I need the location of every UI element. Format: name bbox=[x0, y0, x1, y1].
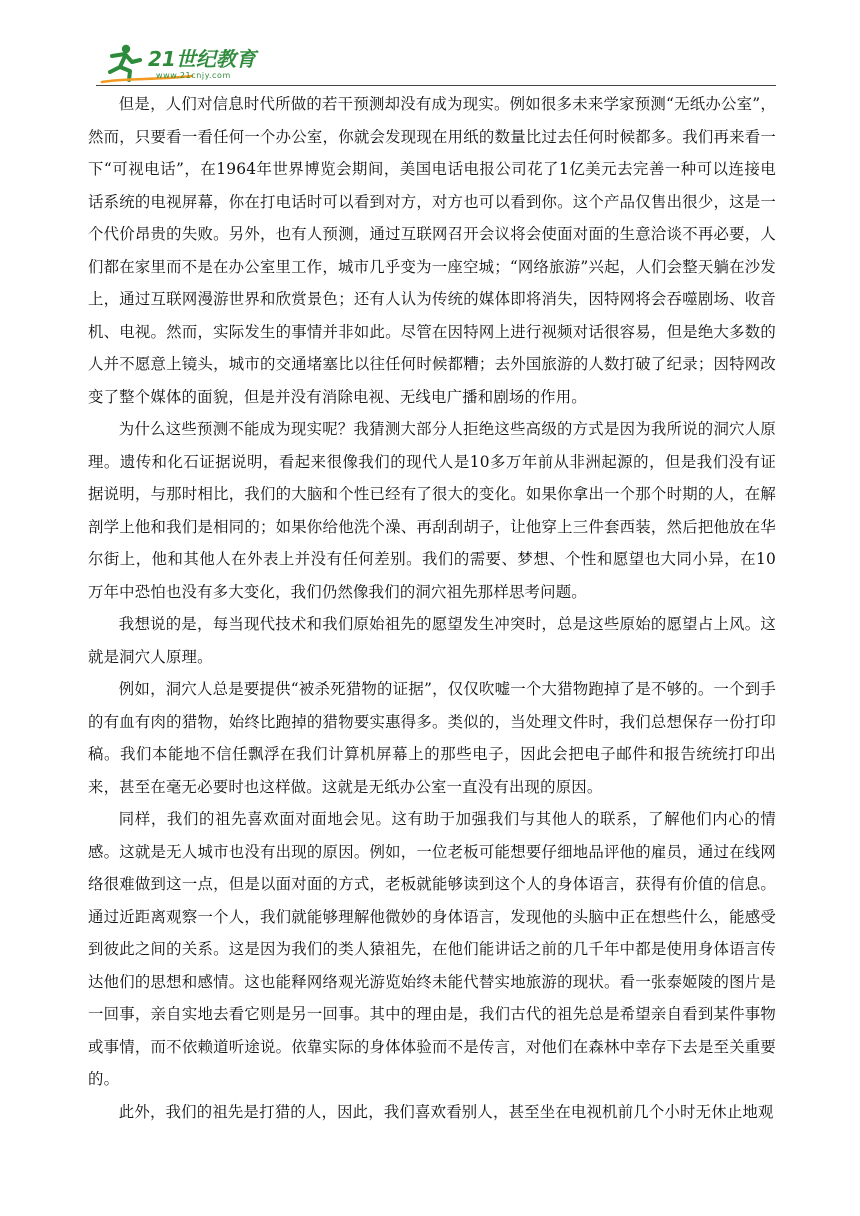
paragraph: 但是，人们对信息时代所做的若干预测却没有成为现实。例如很多未来学家预测“无纸办公室”，然而，只要看一看任何一个办公室，你就会发现现在用纸的数量比过去任何时候都多。我们再来看一下“可视电话”，在1964年世界博览会期间，美国电话电报公司花了1亿美元去完善一种可以连接电话系统的电视屏幕，你在打电话时可以看到对方，对方也可以看到你。这个产品仅售出很少，这是一个代价昂贵的失败。另外，也有人预测，通过互联网召开会议将会使面对面的生意洽谈不再必要，人们都在家里而不是在办公室里工作，城市几乎变为一座空城；“网络旅游”兴起，人们会整天躺在沙发上，通过互联网漫游世界和欣赏景色；还有人认为传统的媒体即将消失，因特网将会吞噬剧场、收音机、电视。然而，实际发生的事情并非如此。尽管在因特网上进行视频对话很容易，但是绝大多数的人并不愿意上镜头，城市的交通堵塞比以往任何时候都糟；去外国旅游的人数打破了纪录；因特网改变了整个媒体的面貌，但是并没有消除电视、无线电广播和剧场的作用。 bbox=[88, 95, 776, 406]
paragraph: 同样，我们的祖先喜欢面对面地会见。这有助于加强我们与其他人的联系，了解他们内心的情感。这就是无人城市也没有出现的原因。例如，一位老板可能想要仔细地品评他的雇员，通过在线网络很难做到这一点，但是以面对面的方式，老板就能够读到这个人的身体语言，获得有价值的信息。通过近距离观察一个人，我们就能够理解他微妙的身体语言，发现他的头脑中正在想些什么，能感受到彼此之间的关系。这是因为我们的类人猿祖先，在他们能讲话之前的几千年中都是使用身体语言传达他们的思想和感情。这也能释网络观光游览始终未能代替实地旅游的现状。看一张泰姬陵的图片是一回事，亲自实地去看它则是另一回事。其中的理由是，我们古代的祖先总是希望亲自看到某件事物或事情，而不依赖道听途说。依靠实际的身体体验而不是传言，对他们在森林中幸存下去是至关重要的。 bbox=[88, 810, 776, 1088]
paragraph: 例如，洞穴人总是要提供“被杀死猎物的证据”，仅仅吹嘘一个大猎物跑掉了是不够的。一个到手的有血有肉的猎物，始终比跑掉的猎物要实惠得多。类似的，当处理文件时，我们总想保存一份打印稿。我们本能地不信任飘浮在我们计算机屏幕上的那些电子，因此会把电子邮件和报告统统打印出来，甚至在毫无必要时也这样做。这就是无纸办公室一直没有出现的原因。 bbox=[88, 680, 776, 796]
page-header bbox=[96, 40, 776, 86]
paragraph: 我想说的是，每当现代技术和我们原始祖先的愿望发生冲突时，总是这些原始的愿望占上风。这就是洞穴人原理。 bbox=[88, 615, 776, 666]
logo-text: 21世纪教育 bbox=[148, 47, 256, 71]
paragraph: 此外，我们的祖先是打猎的人，因此，我们喜欢看别人，甚至坐在电视机前几个小时无休止地观 bbox=[118, 1102, 774, 1121]
logo-21cnjy bbox=[96, 40, 276, 84]
header-divider bbox=[96, 85, 776, 86]
paragraph: 为什么这些预测不能成为现实呢？我猜测大部分人拒绝这些高级的方式是因为我所说的洞穴人原理。遗传和化石证据说明，看起来很像我们的现代人是10多万年前从非洲起源的，但是我们没有证据说明，与那时相比，我们的大脑和个性已经有了很大的变化。如果你拿出一个那个时期的人，在解剖学上他和我们是相同的；如果你给他洗个澡、再刮刮胡子，让他穿上三件套西装，然后把他放在华尔街上，他和其他人在外表上并没有任何差别。我们的需要、梦想、个性和愿望也大同小异，在10万年中恐怕也没有多大变化，我们仍然像我们的洞穴祖先那样思考问题。 bbox=[88, 420, 776, 601]
logo-url: www.21cnjy.com bbox=[156, 71, 231, 80]
article-body bbox=[88, 88, 776, 1128]
